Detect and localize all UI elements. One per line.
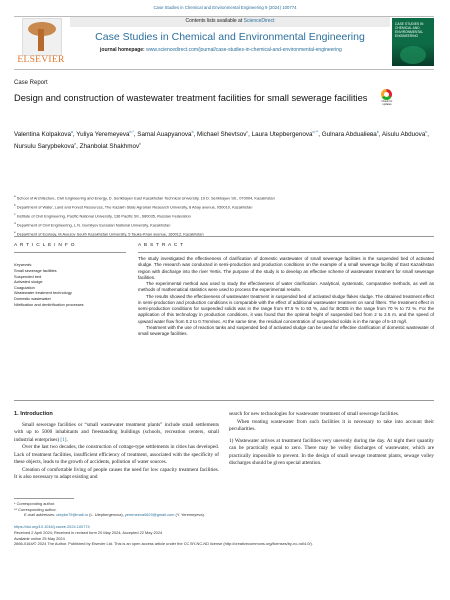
article-type: Case Report	[14, 80, 48, 86]
affiliation-text: Department of Civil Engineering, L.N. Gumilyov Eurasian National University, Kazakhstan	[15, 222, 171, 228]
affiliation-marker: c	[14, 212, 16, 216]
author-name[interactable]: Michael Shevtsov	[197, 131, 247, 139]
article-info-heading: A R T I C L E I N F O	[14, 243, 76, 248]
license-text: 2666-0164/© 2024 The Author. Published by Elsevier Ltd. This is an open access article under the CC BY-NC-ND license (http://creativecommons.org/licenses/by-nc-nd/4.0/).	[14, 541, 313, 547]
author-name[interactable]: Gulnara Abdualiева	[321, 131, 377, 139]
footnotes	[14, 501, 434, 547]
affiliation-text: Department of Ecology, M.Auezov South Kazakhstan University, 5 Tauke-Khan avenue, 160012, Kazakhstan	[15, 231, 204, 237]
email-owner: (Y. Yeremeyeva).	[174, 512, 205, 518]
author-affiliation-marker[interactable]: b	[376, 130, 379, 134]
body-paragraph: When treating wastewater from such facilities it is necessary to take into account their peculiarities.	[229, 418, 434, 433]
author-name[interactable]: Samal Auapyanova	[137, 131, 192, 139]
cover-title: CASE STUDIES IN CHEMICAL AND ENVIRONMENTAL ENGINEERING	[395, 22, 424, 38]
check-for-updates-badge[interactable]	[380, 89, 394, 106]
abstract-paragraph: The results showed the effectiveness of wastewater treatment in suspended bed of activated sludge flakes sludge. The obtained treatment effect in semi-production and production conditions is comparable with the effect of additional wastewater treatment on sand filters. The treatment effect in semi-production conditions for suspended solids was in the range from 87.5 % to 93 %, and for BOD5 in the range from 70 % to 72 %. For the application of this technology in production conditions, it was found that the optimal height of suspended bed from 2 to 2.5 m, and the speed of upward water flow from 0.2 to 0.7mm/sec. At the same time, the residual concentration of suspended solids is in the range of 5-10 mg/l.	[138, 293, 434, 324]
keyword: Coagulation	[14, 284, 35, 290]
body-paragraph: Small sewerage facilities or “small wastewater treatment plants” include small settlements with up to 5000 inhabitants and freestanding buildings (schools, recreation centers, small industrial enterprises) [1].	[14, 421, 219, 443]
journal-homepage-link[interactable]: www.sciencedirect.com/journal/case-studies-in-chemical-and-environmental-engineering	[146, 47, 342, 53]
abstract-body	[138, 256, 434, 337]
journal-homepage	[100, 47, 380, 54]
divider	[14, 252, 126, 253]
author-affiliation-marker[interactable]: b	[425, 130, 428, 134]
keyword: Domestic wastewater	[14, 295, 51, 301]
author-list: Valentina Kolpakova$^a$, Yuliya Yeremeyeva$^{b,*}$, Samal Auapyanova$^b$, Michael Shevtsov$^c$, Laura Utepbergenova$^{d,**}$, Gulnara Abdualiева$^b$, Aisulu Abduova$^b$, Nursulu Sarypbekova$^e$, Zhanbolat Shakhmov$^b$	[14, 130, 430, 150]
body-list-item: 1) Wastewater arrives at treatment facilities very unevenly during the day. At night their quantity can be practically equal to zero. There may be volley discharges of wastewater, which are practically impossible to prevent. In the design of small sewage treatment plants, sewage volley discharges should be given special attention.	[229, 437, 434, 467]
affiliation-marker: d	[14, 221, 16, 225]
received-dates: Received 2 April 2024; Received in revised form 20 May 2024; Accepted 22 May 2024	[14, 529, 163, 535]
affiliation-marker: a	[14, 194, 16, 198]
keyword: Nitrification and denitrification processes	[14, 301, 84, 307]
affiliation-text: Institute of Civil Engineering, Pacific National University, 136 Pacific Str., 680035, Russian Federation	[15, 213, 191, 219]
author-name[interactable]: Aisulu Abduova	[381, 131, 426, 139]
author-affiliation-marker[interactable]: b	[191, 130, 194, 134]
author-name[interactable]: Zhanbolat Shakhmov	[79, 142, 140, 150]
citation-link[interactable]: [1]	[60, 436, 67, 443]
contents-line	[70, 18, 390, 24]
keyword: Small sewerage facilities	[14, 268, 57, 273]
article-title: Design and construction of wastewater treatment facilities for small sewerage facilities	[14, 93, 368, 103]
author-affiliation-marker[interactable]: a	[70, 130, 73, 134]
doi-link[interactable]: https://doi.org/10.1016/j.cscee.2024.100774	[14, 524, 90, 530]
affiliation	[14, 202, 434, 211]
check-for-updates-icon	[381, 89, 392, 100]
keyword: Suspended bed	[14, 273, 42, 279]
body-paragraph: search for new technologies for wastewater treatment of small sewerage facilities.	[229, 411, 400, 417]
divider	[14, 400, 434, 401]
author-name[interactable]: Valentina Kolpakova	[14, 131, 71, 139]
affiliation-text: Department of Water, Land and Forest Resources, The Kazakh State Agrarian Research University, 8 Abay avenue, 050010, Kazakhstan	[15, 204, 253, 210]
author-name[interactable]: Yuliya Yeremeyeva	[76, 131, 130, 139]
affiliation-text: School of Architecture, Civil Engineering and Energy, D. Serikbayev East Kazakhstan Technical University, 19 D. Serikbayev Str., 070004, Kazakhstan	[15, 195, 275, 201]
journal-title[interactable]: Case Studies in Chemical and Environmental Engineering	[95, 31, 365, 43]
body-paragraph: Over the last two decades, the construction of cottage-type settlements in cities has developed. Lack of treatment facilities, insufficient efficiency of treatment, associated with the specificity of these objects, leads to the growth of accidents, pollution of water sources.	[14, 444, 219, 466]
email-owner: (L. Utepbergenova),	[88, 512, 125, 518]
section-heading: 1. Introduction	[14, 411, 53, 417]
footnote: ** Corresponding author.	[14, 506, 57, 512]
elsevier-logo-text: ELSEVIER	[17, 55, 65, 65]
author-affiliation-marker[interactable]: b,*	[129, 130, 134, 134]
author-name[interactable]: Nursulu Sarypbekova	[14, 142, 75, 150]
affiliation-marker: e	[14, 230, 16, 234]
affiliation	[14, 211, 434, 220]
abstract-paragraph: Treatment with the use of reaction tanks and suspended bed of activated sludge can be used for effective clarification of domestic wastewater of small sewerage facilities.	[138, 324, 434, 336]
body-paragraph: Creation of comfortable living of people causes the need for low capacity treatment facilities. It is also necessary to adapt existing and	[14, 466, 219, 481]
affiliation	[14, 193, 434, 202]
keywords-list	[14, 268, 124, 307]
keyword: Wastewater treatment technology	[14, 290, 72, 296]
author-affiliation-marker[interactable]: e	[74, 141, 77, 146]
affiliations	[14, 193, 434, 238]
footnote: * Corresponding author.	[14, 501, 56, 506]
author-affiliation-marker[interactable]: b	[139, 141, 142, 146]
abstract-paragraph: The study investigated the effectiveness of clarification of domestic wastewater of small sewerage facilities in the suspended bed of activated sludge. The research was conducted in semi-production and production conditions on the example of a small sewerage facility of East Kazakhstan region with discharge into the river Yertis. The purpose of the study is to develop an effective scheme of wastewater treatment for small sewerage facilities.	[138, 256, 434, 280]
keywords-label: Keywords:	[14, 262, 33, 267]
divider	[138, 252, 434, 253]
journal-cover[interactable]	[392, 18, 434, 66]
affiliation	[14, 220, 434, 229]
abstract-heading: A B S T R A C T	[138, 243, 184, 248]
journal-homepage-label: journal homepage:	[100, 47, 147, 53]
footnote-divider	[14, 498, 74, 499]
author-affiliation-marker[interactable]: d,**	[312, 130, 319, 134]
contents-prefix: Contents lists available at	[185, 18, 244, 24]
affiliation-marker: b	[14, 203, 16, 207]
available-online: Available online 25 May 2024	[14, 535, 65, 541]
email-link[interactable]: utepbe79@mail.ru	[56, 512, 89, 518]
body-left-column	[14, 411, 219, 482]
check-for-updates-label: Check for updates	[381, 100, 393, 106]
sciencedirect-link[interactable]: ScienceDirect	[243, 18, 275, 24]
cover-art	[392, 44, 434, 66]
email-link[interactable]: yeremeeva0629@gmail.com	[124, 512, 175, 518]
abstract-paragraph: The experimental method was used to study the effectiveness of water clarification. Analytical, systematic, comparative methods, as well as methods of mathematical statistics were used to process the experimental results.	[138, 281, 434, 293]
keyword: Activated sludge	[14, 279, 43, 285]
body-right-column	[229, 411, 434, 468]
author-name[interactable]: Laura Utepbergenova	[251, 131, 313, 139]
running-header: Case Studies in Chemical and Environmental Engineering 9 (2024) 100774	[153, 5, 297, 10]
email-label: E-mail addresses:	[24, 512, 57, 518]
elsevier-logo[interactable]	[14, 18, 68, 66]
divider	[14, 236, 434, 237]
elsevier-tree-icon	[22, 18, 62, 56]
author-affiliation-marker[interactable]: c	[246, 130, 249, 134]
